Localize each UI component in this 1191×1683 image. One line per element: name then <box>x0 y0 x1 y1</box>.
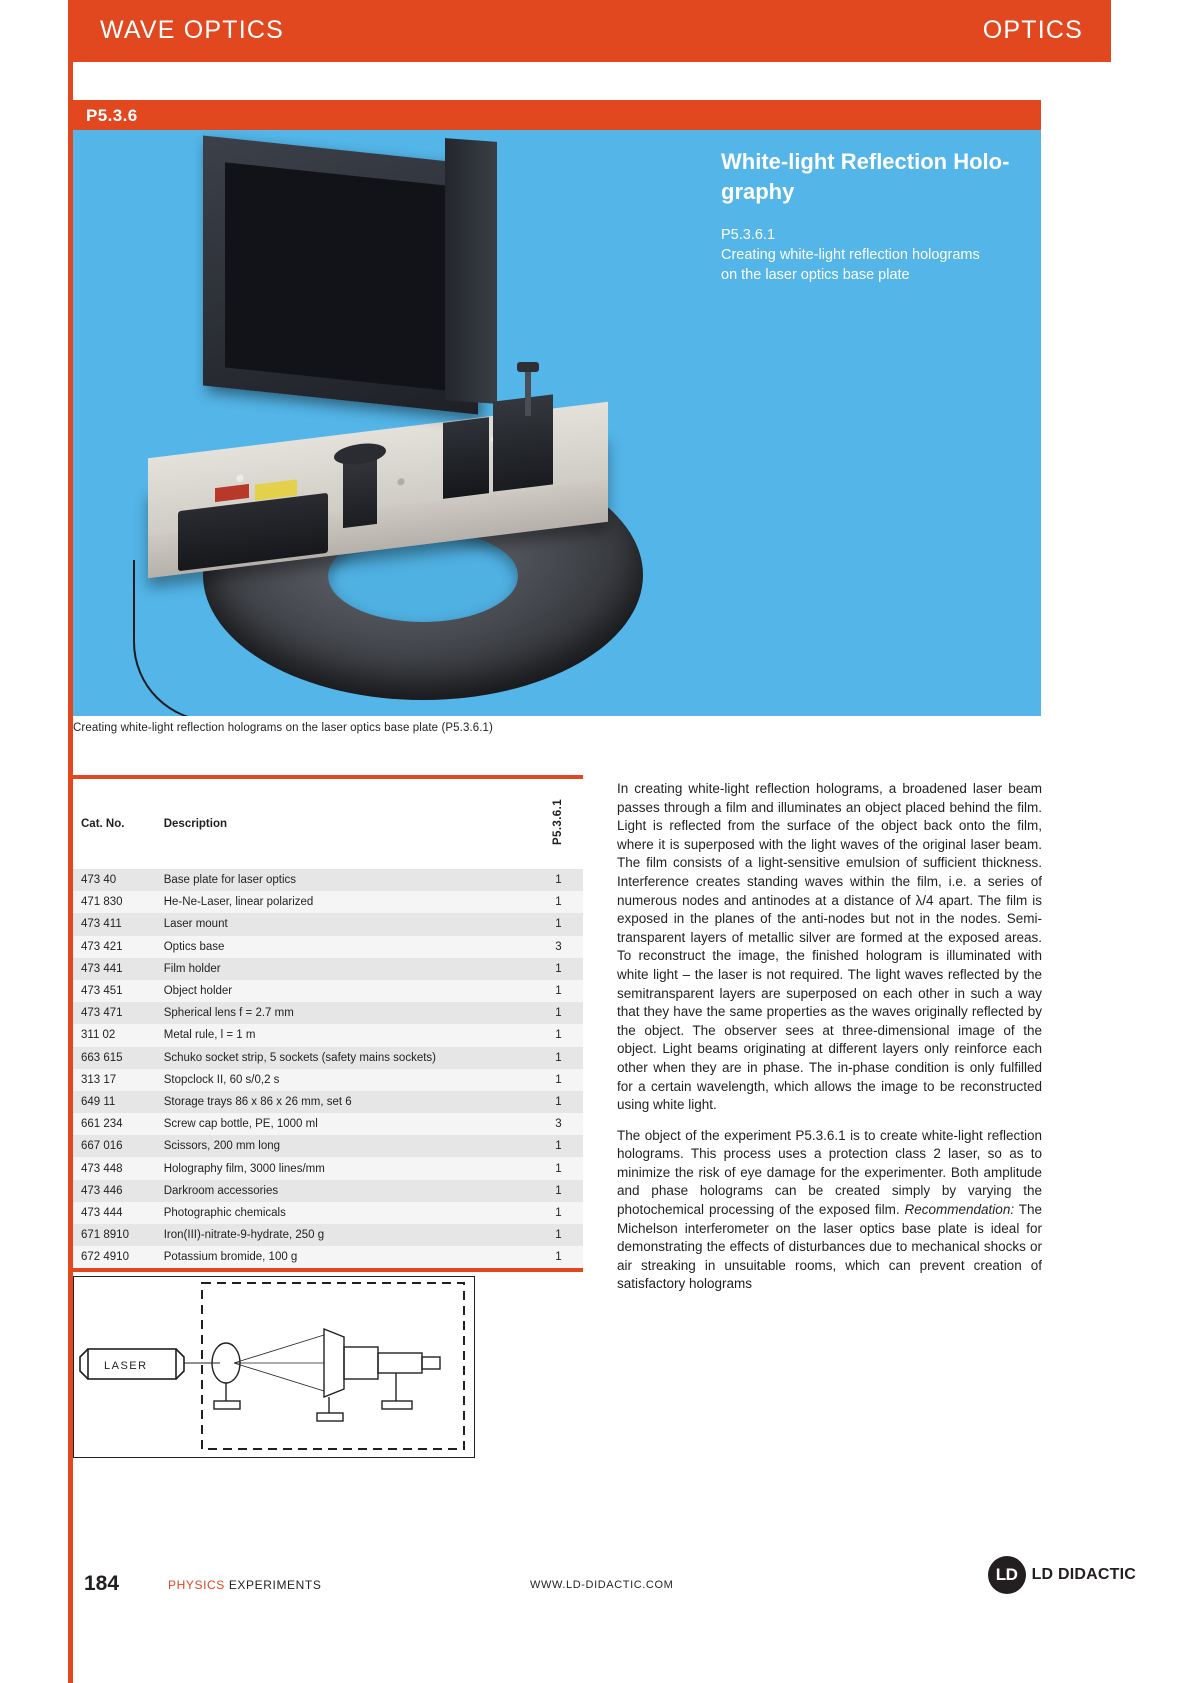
table-row <box>73 891 583 913</box>
table-header-row <box>73 777 583 869</box>
cell-cat-no: 649 11 <box>81 1095 116 1108</box>
cell-description: Film holder <box>163 962 221 975</box>
cell-cat-no: 672 4910 <box>81 1251 129 1264</box>
logo-mark-icon: LD <box>988 1556 1026 1594</box>
cell-quantity: 1 <box>555 1051 562 1064</box>
cell-description: Laser mount <box>163 918 228 931</box>
footer-website: WWW.LD-DIDACTIC.COM <box>530 1579 674 1591</box>
footer-experiments-label: EXPERIMENTS <box>224 1578 322 1592</box>
dark-enclosure-lid <box>445 138 497 404</box>
object-holder <box>493 394 553 491</box>
cell-quantity: 1 <box>555 1140 562 1153</box>
schematic-drawing <box>74 1277 472 1455</box>
cell-quantity: 1 <box>555 1007 562 1020</box>
cell-cat-no: 671 8910 <box>81 1229 129 1242</box>
cell-description: Holography film, 3000 lines/mm <box>163 1162 325 1175</box>
header-section-title: OPTICS <box>982 16 1083 44</box>
page-header <box>68 0 1111 62</box>
cell-cat-no: 313 17 <box>81 1073 117 1086</box>
cell-quantity: 3 <box>555 940 562 953</box>
table-row <box>73 1113 583 1135</box>
cell-cat-no: 473 451 <box>81 985 123 998</box>
parts-table <box>73 775 583 1268</box>
table-row <box>73 936 583 958</box>
experiment-code-band <box>73 100 1041 130</box>
table-row <box>73 1202 583 1224</box>
cell-description: Schuko socket strip, 5 sockets (safety mains sockets) <box>163 1051 437 1064</box>
header-experiment <box>534 777 583 869</box>
power-cable <box>133 560 245 716</box>
equipment-list <box>73 775 583 1272</box>
body-paragraph-2b: The Michelson interferometer on the laser optics base plate is ideal for demonstrating the effects of disturbances due to mechanical shocks or air streaking in unsuitable rooms, which can prevent creation of satisfactory holograms <box>617 1202 1042 1292</box>
table-row <box>73 1135 583 1157</box>
logo-text: LD DIDACTIC <box>1031 1566 1136 1583</box>
table-row <box>73 913 583 935</box>
header-chapter-title: WAVE OPTICS <box>100 16 285 44</box>
cell-cat-no: 661 234 <box>81 1118 123 1131</box>
cell-quantity: 1 <box>555 896 562 909</box>
cell-description: Iron(III)-nitrate-9-hydrate, 250 g <box>163 1229 325 1242</box>
optics-base-middle <box>443 417 489 499</box>
cell-description: Optics base <box>163 940 225 953</box>
cell-cat-no: 473 471 <box>81 1007 123 1020</box>
optics-base-left <box>343 458 377 528</box>
figure-caption: Creating white-light reflection holograms on the laser optics base plate (P5.3.6.1) <box>73 722 493 734</box>
dark-enclosure-interior <box>225 162 447 390</box>
cell-cat-no: 663 615 <box>81 1051 123 1064</box>
cell-description: Storage trays 86 x 86 x 26 mm, set 6 <box>163 1095 352 1108</box>
cell-cat-no: 311 02 <box>81 1029 116 1042</box>
cell-quantity: 1 <box>555 1229 562 1242</box>
svg-text:LASER: LASER <box>104 1360 148 1372</box>
body-paragraph-1: In creating white-light reflection holograms, a broadened laser beam passes through a film and illuminates an object placed behind the film. Light is reflected from the surface of the object back onto the film, where it is superposed with the light waves of the original laser beam. The film consists of a light-sensitive emulsion of sufficient thickness. Interference creates standing waves within the film, i.e. a series of numerous nodes and antinodes at a distance of λ/4 apart. The film is exposed in the planes of the anti-nodes but not in the nodes. Semi-transparent layers of metallic silver are formed at the exposed areas. To reconstruct the image, the finished hologram is illuminated with white light – the laser is not required. The light waves reflected by the semitransparent layers are superposed on each other in such a way that they have the same properties as the waves originally reflected by the object. The observer sees at three-dimensional image of the object. Light beams originating at different layers only reinforce each other when they are in phase. The in-phase condition is only fulfilled for a certain wavelength, which allows the image to be reconstructed using white light. <box>617 781 1042 1113</box>
cell-quantity: 1 <box>555 1073 562 1086</box>
table-row <box>73 1157 583 1179</box>
cell-quantity: 1 <box>555 1251 562 1264</box>
cell-quantity: 1 <box>555 1095 562 1108</box>
cell-cat-no: 473 446 <box>81 1184 123 1197</box>
cell-description: Photographic chemicals <box>163 1206 286 1219</box>
header-cat-no: Cat. No. <box>73 777 156 869</box>
cell-description: Metal rule, l = 1 m <box>163 1029 256 1042</box>
cell-quantity: 1 <box>555 1184 562 1197</box>
cell-description: Object holder <box>163 985 233 998</box>
cell-description: He-Ne-Laser, linear polarized <box>163 896 314 909</box>
table-row <box>73 1180 583 1202</box>
recommendation-label: Recommendation: <box>904 1202 1015 1218</box>
table-row <box>73 1246 583 1268</box>
parts-table-body <box>73 869 583 1268</box>
header-description: Description <box>156 777 534 869</box>
cell-description: Darkroom accessories <box>163 1184 279 1197</box>
table-row <box>73 1224 583 1246</box>
page-number: 184 <box>84 1572 120 1595</box>
table-row <box>73 958 583 980</box>
cell-description: Base plate for laser optics <box>163 874 297 887</box>
table-row <box>73 1024 583 1046</box>
holder-rod <box>525 370 531 416</box>
holder-knob <box>517 362 539 372</box>
cell-quantity: 1 <box>555 1029 562 1042</box>
cell-cat-no: 471 830 <box>81 896 123 909</box>
cell-quantity: 1 <box>555 962 562 975</box>
cell-cat-no: 473 411 <box>81 918 122 931</box>
body-paragraph-2a: The object of the experiment P5.3.6.1 is to create white-light reflection holograms. This process uses a protection class 2 laser, so as to minimize the risk of eye damage for the experimenter. Both amplitude and phase holograms can be created simply by varying the photochemical processing of the exposed film. <box>617 1127 1042 1218</box>
cell-description: Scissors, 200 mm long <box>163 1140 281 1153</box>
cell-cat-no: 473 441 <box>81 962 123 975</box>
body-paragraph-2 <box>617 1127 1042 1294</box>
cell-description: Screw cap bottle, PE, 1000 ml <box>163 1118 318 1131</box>
table-row <box>73 1047 583 1069</box>
header-experiment-label: P5.3.6.1 <box>552 799 565 846</box>
footer-physics-label: PHYSICS <box>168 1578 225 1592</box>
article-body <box>617 780 1042 1306</box>
cell-cat-no: 473 444 <box>81 1206 123 1219</box>
table-row <box>73 1091 583 1113</box>
table-row <box>73 1069 583 1091</box>
hero-subtitle: P5.3.6.1 Creating white-light reflection holograms on the laser optics base plate <box>721 227 980 283</box>
cell-cat-no: 473 448 <box>81 1162 123 1175</box>
cell-quantity: 1 <box>555 1162 562 1175</box>
cell-cat-no: 473 40 <box>81 874 117 887</box>
cell-description: Stopclock II, 60 s/0,2 s <box>163 1073 280 1086</box>
table-bottom-rule <box>73 1268 583 1272</box>
table-row <box>73 869 583 891</box>
cell-description: Potassium bromide, 100 g <box>163 1251 298 1264</box>
cell-quantity: 1 <box>555 874 562 887</box>
setup-schematic <box>73 1276 475 1458</box>
table-row <box>73 1002 583 1024</box>
footer-left-text <box>168 1578 321 1592</box>
cell-quantity: 1 <box>555 1206 562 1219</box>
cell-quantity: 1 <box>555 985 562 998</box>
cell-quantity: 3 <box>555 1118 562 1131</box>
hero-title: White-light Reflection Holo- graphy <box>721 149 1010 204</box>
experiment-photo <box>93 130 693 716</box>
cell-cat-no: 473 421 <box>81 940 123 953</box>
table-row <box>73 980 583 1002</box>
brand-logo <box>988 1556 1136 1594</box>
hero-photo-block <box>73 130 1041 716</box>
experiment-code: P5.3.6 <box>86 106 138 125</box>
cell-quantity: 1 <box>555 918 562 931</box>
cell-cat-no: 667 016 <box>81 1140 123 1153</box>
cell-description: Spherical lens f = 2.7 mm <box>163 1007 294 1020</box>
